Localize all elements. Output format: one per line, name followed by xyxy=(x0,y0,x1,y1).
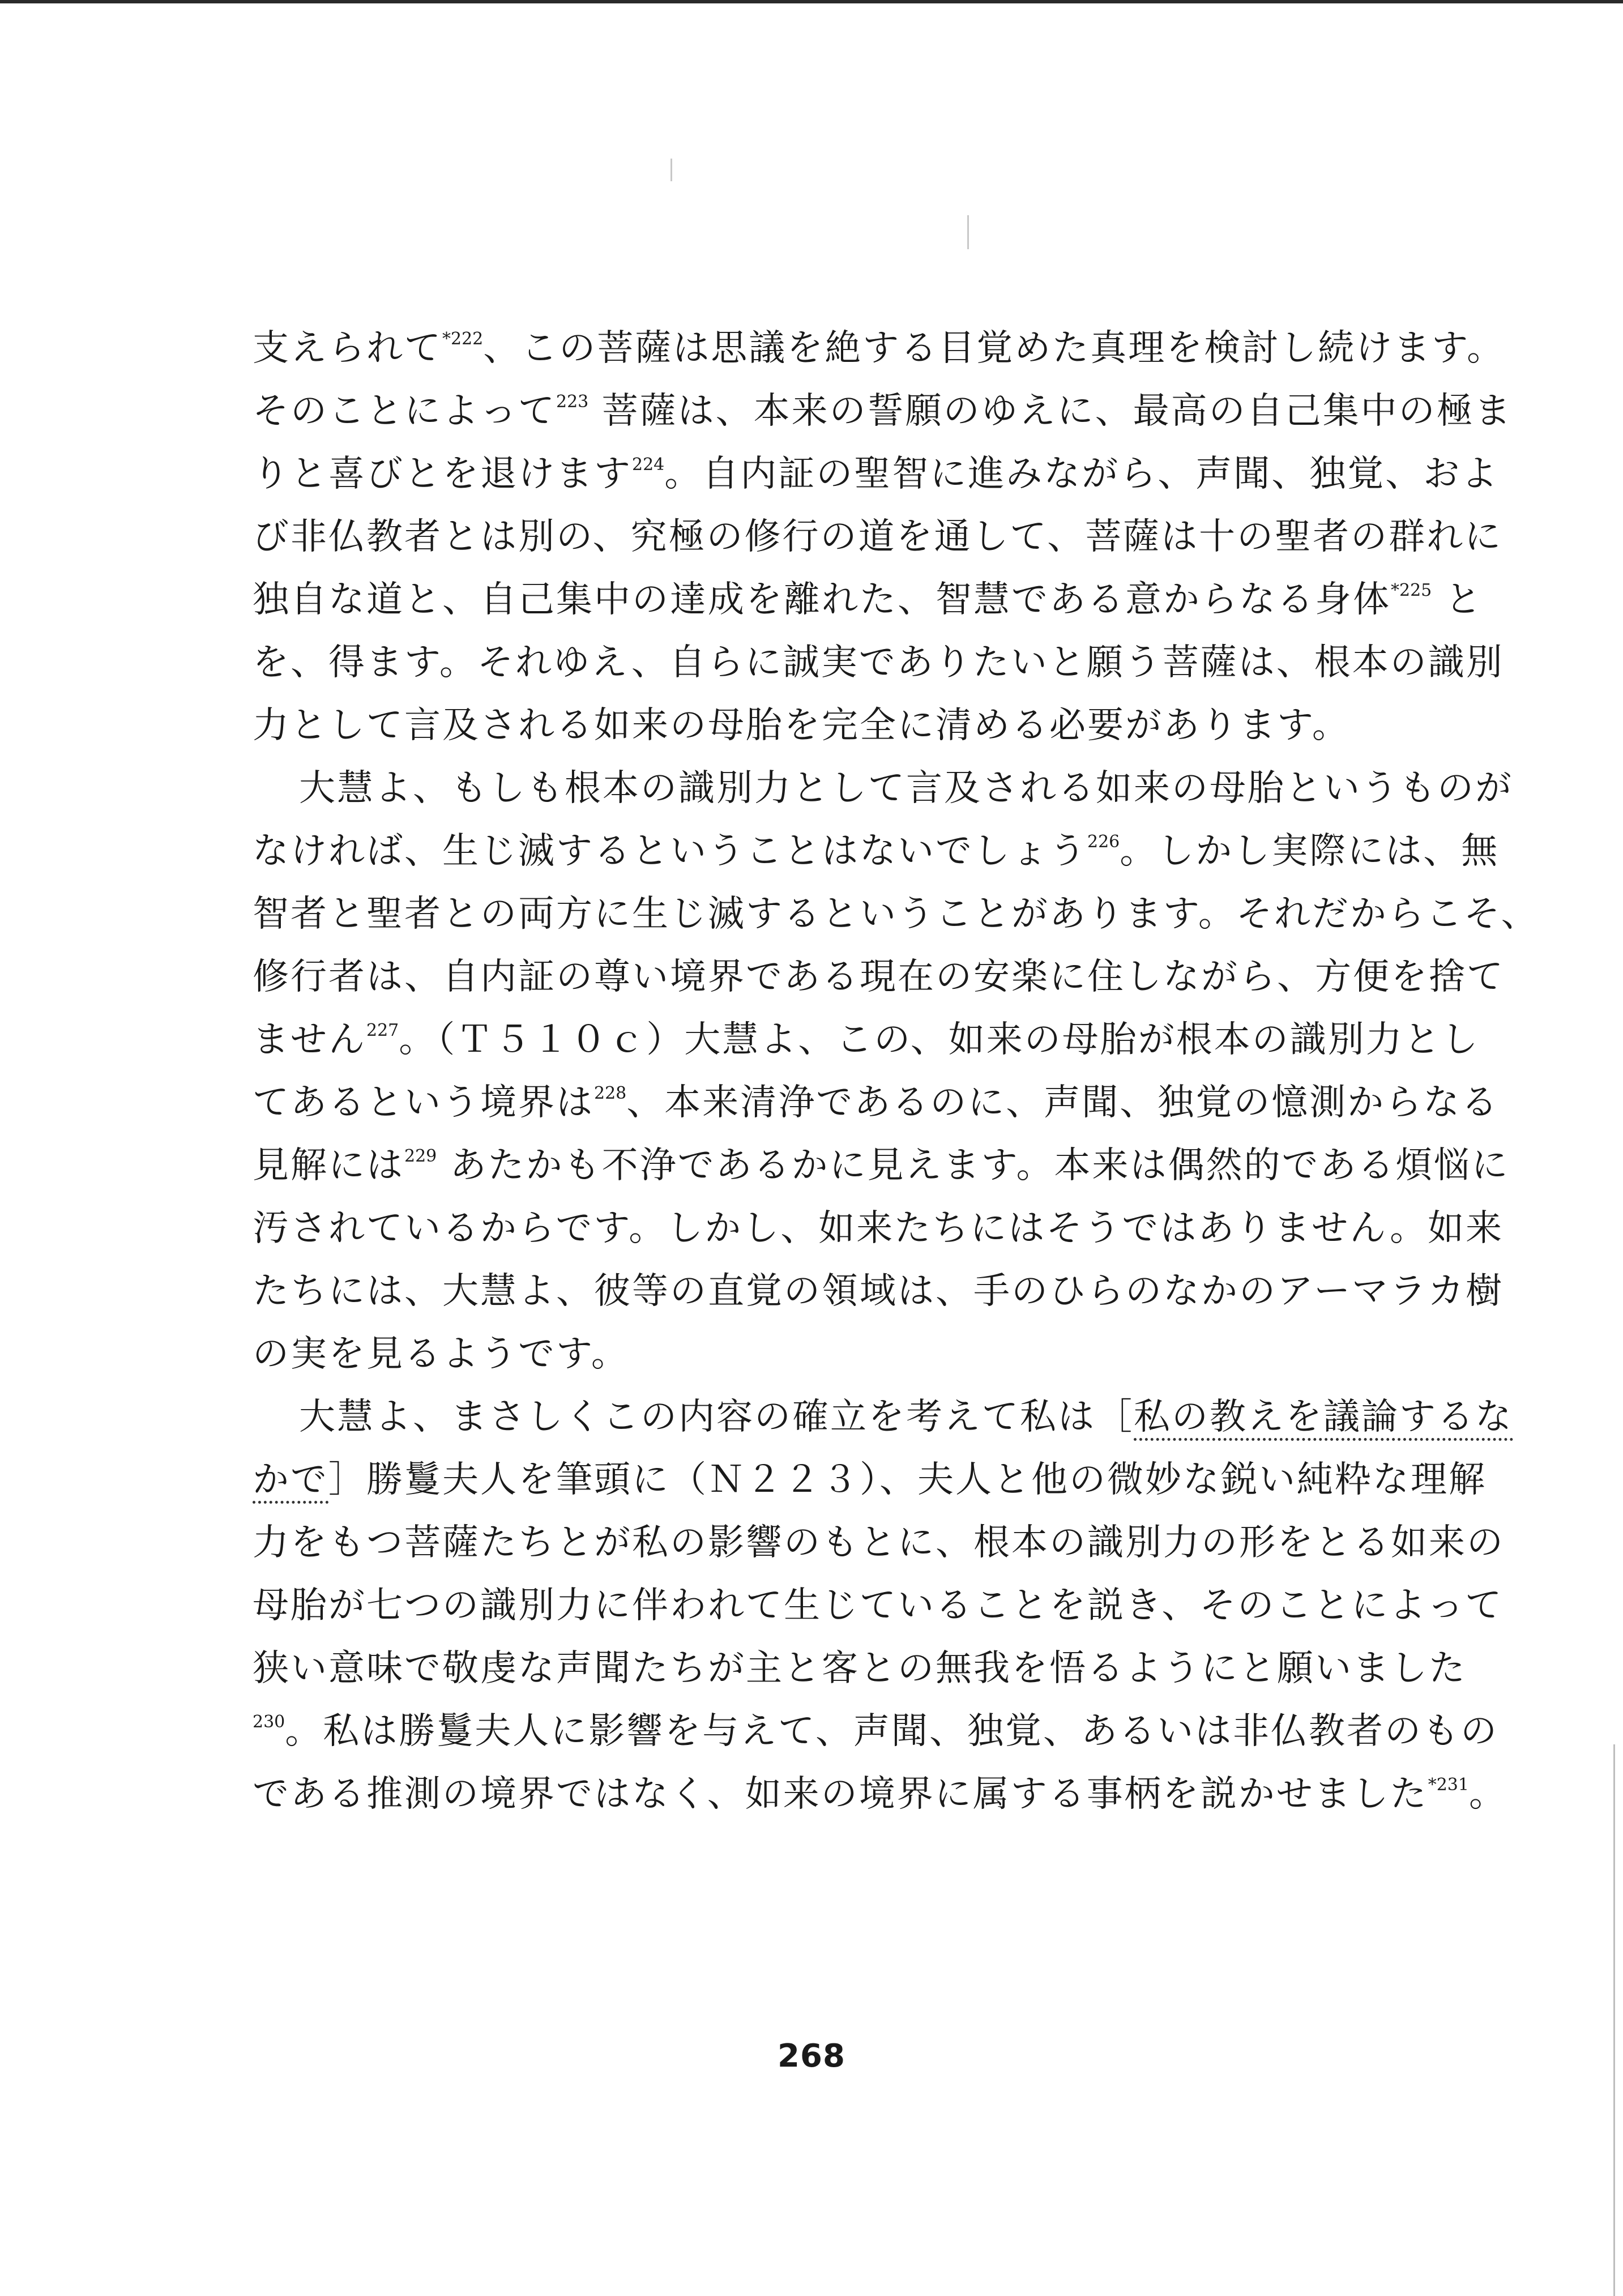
footnote-ref: *231 xyxy=(1428,1775,1469,1795)
text-line xyxy=(253,1323,1323,1386)
footnote-ref: *222 xyxy=(442,329,484,349)
footnote-ref: 229 xyxy=(404,1146,437,1166)
scan-speck xyxy=(670,159,672,181)
text-line xyxy=(253,694,1350,757)
text-run: 、本来清浄であるのに、声聞、独覚の憶測からなる xyxy=(626,1082,1500,1124)
footnote-ref: *225 xyxy=(1391,581,1432,600)
text-line xyxy=(253,1763,1507,1826)
dotted-emphasis: 私の教えを議論するな xyxy=(1134,1396,1513,1441)
text-line xyxy=(253,631,1504,694)
text-line xyxy=(253,820,1500,883)
text-run: 支えられて xyxy=(253,327,442,369)
text-run: 母胎が七つの識別力に伴われて生じていることを説き、そのことによって xyxy=(253,1585,1504,1627)
text-run: 汚されているからです。しかし、如来たちにはそうではありません。如来 xyxy=(253,1207,1504,1249)
paragraph-2 xyxy=(253,757,1539,1386)
text-run: 修行者は、自内証の尊い境界である現在の安楽に住しながら、方便を捨て xyxy=(253,956,1505,998)
text-run: 。しかし実際には、無 xyxy=(1120,830,1500,872)
text-run: 見解には xyxy=(253,1145,404,1187)
text-run: 力として言及される如来の母胎を完全に清める必要があります。 xyxy=(253,705,1350,746)
text-line xyxy=(253,1574,1504,1637)
text-line xyxy=(253,1512,1505,1574)
text-run: 菩薩は、本来の誓願のゆえに、最高の自己集中の極ま xyxy=(588,390,1513,432)
scan-edge-top xyxy=(0,0,1623,3)
text-line xyxy=(253,317,1505,380)
text-run: 、この菩薩は思議を絶する目覚めた真理を検討し続けます。 xyxy=(483,327,1505,369)
text-line xyxy=(253,1386,1513,1449)
text-run: を、得ます。それゆえ、自らに誠実でありたいと願う菩薩は、根本の識別 xyxy=(253,642,1504,684)
text-run: 。 xyxy=(1468,1773,1507,1815)
text-run: たちには、大慧よ、彼等の直覚の領域は、手のひらのなかのアーマラカ樹 xyxy=(253,1270,1504,1312)
text-line xyxy=(253,1260,1504,1323)
text-run: 。私は勝鬘夫人に影響を与えて、声聞、独覚、あるいは非仏教者のもの xyxy=(285,1710,1498,1752)
text-line xyxy=(253,1197,1504,1260)
text-line xyxy=(253,443,1500,506)
paragraph-1 xyxy=(253,317,1513,757)
text-line xyxy=(253,946,1505,1009)
text-run: 大慧よ、もしも根本の識別力として言及される如来の母胎というものが xyxy=(299,767,1513,809)
text-run: そのことによって xyxy=(253,390,556,432)
text-line xyxy=(253,569,1483,631)
text-line xyxy=(253,1449,1487,1512)
text-run: の実を見るようです。 xyxy=(253,1333,629,1375)
page-number: 268 xyxy=(778,2038,845,2075)
text-run: 智者と聖者との両方に生じ滅するということがあります。それだからこそ、 xyxy=(253,893,1539,935)
footnote-ref: 227 xyxy=(366,1021,399,1040)
footnote-ref: 230 xyxy=(253,1712,285,1732)
text-run: 力をもつ菩薩たちとが私の影響のもとに、根本の識別力の形をとる如来の xyxy=(253,1522,1505,1564)
text-run: 大慧よ、まさしくこの内容の確立を考えて私は［ xyxy=(299,1396,1134,1438)
text-line xyxy=(253,1700,1498,1763)
page-body xyxy=(253,317,1539,1826)
footnote-ref: 223 xyxy=(556,392,589,412)
text-line xyxy=(253,757,1513,820)
text-line xyxy=(253,506,1503,569)
text-run: 。（Ｔ５１０ｃ）大慧よ、この、如来の母胎が根本の識別力とし xyxy=(399,1019,1480,1061)
dotted-emphasis: かで xyxy=(253,1459,328,1504)
text-line xyxy=(253,1134,1510,1197)
text-run: である推測の境界ではなく、如来の境界に属する事柄を説かせました xyxy=(253,1773,1428,1815)
scan-speck xyxy=(967,215,969,249)
text-line xyxy=(253,380,1513,443)
text-run: と xyxy=(1432,579,1483,621)
text-line xyxy=(253,1009,1480,1072)
text-run: あたかも不浄であるかに見えます。本来は偶然的である煩悩に xyxy=(437,1145,1510,1187)
scan-edge-right xyxy=(1613,1744,1615,2296)
text-run: び非仏教者とは別の、究極の修行の道を通して、菩薩は十の聖者の群れに xyxy=(253,516,1503,558)
footnote-ref: 228 xyxy=(594,1083,627,1103)
text-run: りと喜びとを退けます xyxy=(253,453,632,495)
text-line xyxy=(253,1637,1467,1700)
text-line xyxy=(253,883,1539,946)
text-run: なければ、生じ滅するということはないでしょう xyxy=(253,830,1087,872)
text-run: 狭い意味で敬虔な声聞たちが主と客との無我を悟るようにと願いました xyxy=(253,1648,1467,1689)
paragraph-3 xyxy=(253,1386,1513,1826)
text-line xyxy=(253,1072,1500,1134)
footnote-ref: 224 xyxy=(632,455,665,475)
text-run: 。自内証の聖智に進みながら、声聞、独覚、およ xyxy=(664,453,1500,495)
footnote-ref: 226 xyxy=(1087,832,1120,852)
text-run: てあるという境界は xyxy=(253,1082,594,1124)
text-run: ません xyxy=(253,1019,366,1061)
text-run: 独自な道と、自己集中の達成を離れた、智慧である意からなる身体 xyxy=(253,579,1391,621)
text-run: ］勝鬘夫人を筆頭に（Ｎ２２３）、夫人と他の微妙な鋭い純粋な理解 xyxy=(328,1459,1487,1501)
